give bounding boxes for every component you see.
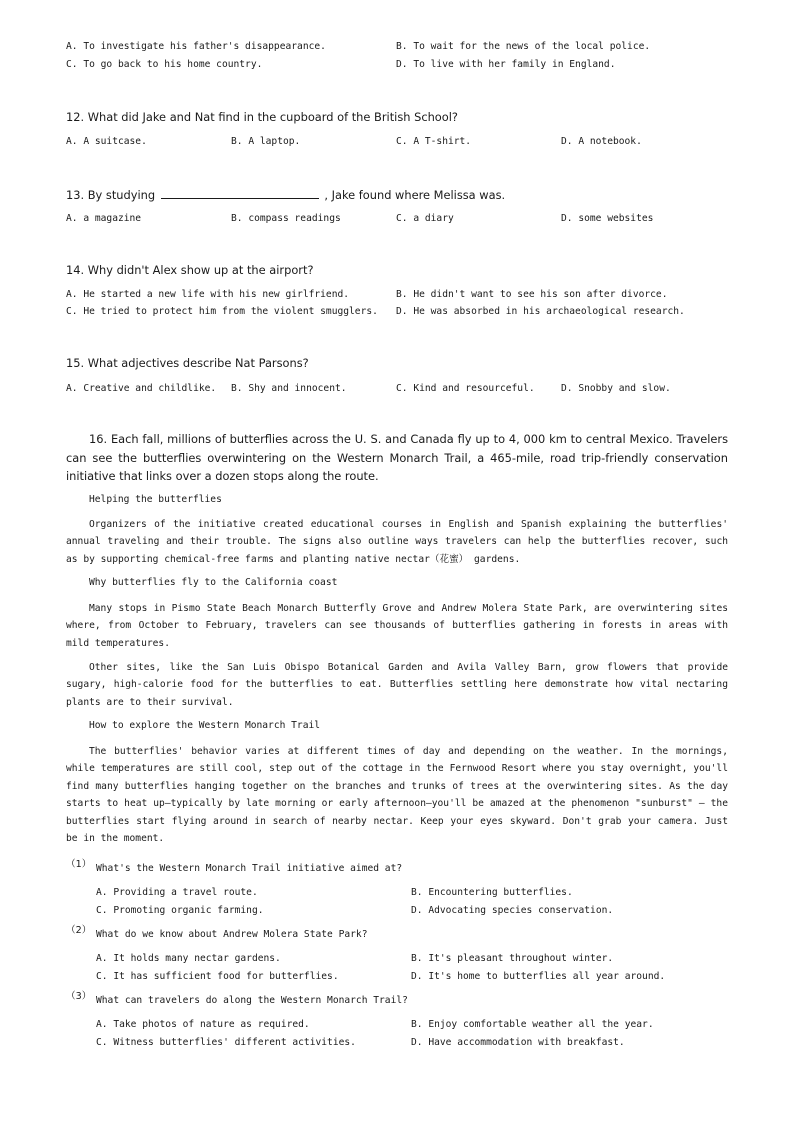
q11-option-d: D. To live with her family in England.	[396, 59, 616, 70]
q16-sub3-option-d: D. Have accommodation with breakfast.	[411, 1037, 625, 1048]
q16-sub1-number: （1）	[66, 859, 92, 870]
q14-option-c: C. He tried to protect him from the violent smugglers.	[66, 306, 378, 317]
q14-option-a: A. He started a new life with his new girlfriend.	[66, 289, 350, 300]
q13-stem-after: , Jake found where Melissa was.	[324, 188, 506, 202]
q16-sub3-option-a: A. Take photos of nature as required.	[96, 1019, 310, 1030]
q16-paragraph-4: The butterflies' behavior varies at different times of day and depending on the weather. In the mornings, while temperatures are still cool, step out of the cottage in the Fernwood Resort where you stay overnight, you'll find many butterflies hanging together on the branches and trunks of trees at the overwintering sites. As the day starts to heat up—typically by late morning or early afternoon—you'll be amazed at the phenomenon "sunburst" — the butterflies start flying around in search of nearby nectar. Keep your eyes skyward. Don't grab your camera. Just be in the moment.	[66, 746, 728, 845]
q13-option-d: D. some websites	[561, 213, 654, 224]
q11-option-a: A. To investigate his father's disappearance.	[66, 41, 326, 52]
q16-sub1-option-c: C. Promoting organic farming.	[96, 905, 264, 916]
q16-sub2-option-d: D. It's home to butterflies all year around.	[411, 971, 666, 982]
q16-paragraph-1: Organizers of the initiative created educational courses in English and Spanish explaining the butterflies' annual traveling and their trouble. The signs also outline ways travelers can help the butterflies recover, such as by supporting chemical-free farms and planting native nectar（花蜜） gardens.	[66, 519, 728, 565]
q16-sub3-option-c: C. Witness butterflies' different activities.	[96, 1037, 356, 1048]
q16-sub2-option-a: A. It holds many nectar gardens.	[96, 953, 281, 964]
q16-paragraph-3: Other sites, like the San Luis Obispo Botanical Garden and Avila Valley Barn, grow flowers that provide sugary, high-calorie food for the butterflies to eat. Butterflies settling here demonstrate how vital nectaring plants are to their survival.	[66, 662, 728, 708]
q13-stem-before: 13. By studying	[66, 188, 156, 202]
q13-option-a: A. a magazine	[66, 213, 142, 224]
q15-stem: 15. What adjectives describe Nat Parsons?	[66, 356, 309, 370]
q13-answer-blank	[161, 187, 319, 199]
q11-option-b: B. To wait for the news of the local police.	[396, 41, 651, 52]
q16-sub3-stem: What can travelers do along the Western Monarch Trail?	[96, 995, 408, 1006]
q12-option-b: B. A laptop.	[231, 136, 301, 147]
q16-sub3-number: （3）	[66, 991, 92, 1002]
q14-option-b: B. He didn't want to see his son after divorce.	[396, 289, 668, 300]
q16-paragraph-2: Many stops in Pismo State Beach Monarch Butterfly Grove and Andrew Molera State Park, are overwintering sites where, from October to February, travelers can see thousands of butterflies gathering in forests in areas with mild temperatures.	[66, 603, 728, 649]
q16-sub1-option-d: D. Advocating species conservation.	[411, 905, 614, 916]
q14-option-d: D. He was absorbed in his archaeological research.	[396, 306, 685, 317]
q15-option-d: D. Snobby and slow.	[561, 383, 671, 394]
q16-sub1-option-a: A. Providing a travel route.	[96, 887, 258, 898]
q12-stem: 12. What did Jake and Nat find in the cupboard of the British School?	[66, 110, 458, 124]
q16-sub2-option-c: C. It has sufficient food for butterflies.	[96, 971, 339, 982]
q16-sub1-stem: What's the Western Monarch Trail initiative aimed at?	[96, 863, 403, 874]
q15-option-c: C. Kind and resourceful.	[396, 383, 535, 394]
q16-heading-how: How to explore the Western Monarch Trail	[89, 720, 321, 731]
q14-stem: 14. Why didn't Alex show up at the airport?	[66, 263, 314, 277]
q15-option-a: A. Creative and childlike.	[66, 383, 217, 394]
q13-option-c: C. a diary	[396, 213, 454, 224]
q13-option-b: B. compass readings	[231, 213, 341, 224]
q16-heading-why: Why butterflies fly to the California coast	[89, 577, 338, 588]
q16-heading-helping: Helping the butterflies	[89, 494, 222, 505]
q11-option-c: C. To go back to his home country.	[66, 59, 263, 70]
q16-sub2-number: （2）	[66, 925, 92, 936]
q16-sub3-option-b: B. Enjoy comfortable weather all the year.	[411, 1019, 654, 1030]
q12-option-c: C. A T-shirt.	[396, 136, 472, 147]
q15-option-b: B. Shy and innocent.	[231, 383, 347, 394]
q16-sub2-stem: What do we know about Andrew Molera State Park?	[96, 929, 368, 940]
q12-option-a: A. A suitcase.	[66, 136, 147, 147]
q16-sub1-option-b: B. Encountering butterflies.	[411, 887, 573, 898]
q16-sub2-option-b: B. It's pleasant throughout winter.	[411, 953, 614, 964]
q12-option-d: D. A notebook.	[561, 136, 642, 147]
q13-stem	[66, 187, 505, 202]
q16-intro: 16. Each fall, millions of butterflies across the U. S. and Canada fly up to 4, 000 km to central Mexico. Travelers can see the butterflies overwintering on the Western Monarch Trail, a 465-mile, road trip-friendly conservation initiative that links over a dozen stops along the route.	[66, 432, 728, 483]
